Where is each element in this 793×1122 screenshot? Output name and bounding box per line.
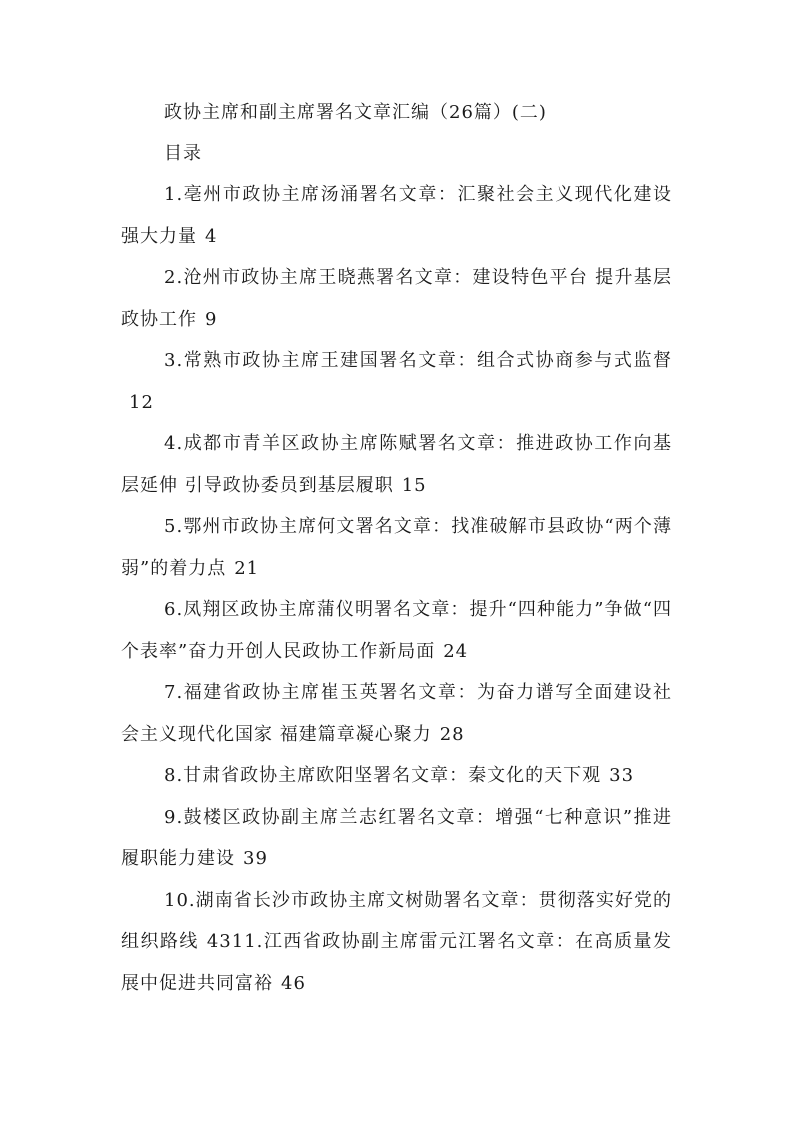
toc-entry-page: 39 xyxy=(243,848,268,869)
toc-entry-page: 9 xyxy=(205,308,218,330)
toc-entry-text: 1.亳州市政协主席汤涌署名文章：汇聚社会主义现代化建设强大力量 xyxy=(121,184,672,247)
toc-entry-10-11[interactable] xyxy=(121,880,672,1005)
toc-entry-2[interactable] xyxy=(121,257,672,340)
toc-entry-text: 2.沧州市政协主席王晓燕署名文章：建设特色平台 提升基层政协工作 xyxy=(121,267,672,330)
toc-entry-1[interactable] xyxy=(121,174,672,257)
toc-entry-9[interactable] xyxy=(121,797,672,880)
toc-entry-text: 8.甘肃省政协主席欧阳坚署名文章：秦文化的天下观 xyxy=(164,765,602,786)
toc-entry-8[interactable] xyxy=(121,755,672,797)
toc-entry-page: 24 xyxy=(443,640,469,662)
toc-entry-text: 10.湖南省长沙市政协主席文树勋署名文章：贯彻落实好党的组织路线 xyxy=(121,889,672,952)
toc-heading: 目录 xyxy=(164,143,202,164)
toc-entry-page: 28 xyxy=(439,723,465,745)
toc-entry-text: 11.江西省政协副主席雷元江署名文章：在高质量发展中促进共同富裕 xyxy=(121,931,673,994)
toc-entry-text: 3.常熟市政协主席王建国署名文章：组合式协商参与式监督 xyxy=(164,350,672,371)
toc-entry-6[interactable] xyxy=(121,589,672,672)
toc-entry-page: 43 xyxy=(206,931,232,952)
toc-entry-text: 5.鄂州市政协主席何文署名文章：找准破解市县政协“两个薄弱”的着力点 xyxy=(121,516,672,579)
toc-entry-7[interactable] xyxy=(121,672,672,755)
toc-entry-page: 4 xyxy=(205,225,218,247)
toc-entry-text: 9.鼓楼区政协副主席兰志红署名文章：增强“七种意识”推进履职能力建设 xyxy=(121,806,672,869)
document-title: 政协主席和副主席署名文章汇编（26篇）(二) xyxy=(164,102,547,123)
toc-entry-3[interactable] xyxy=(121,340,672,423)
toc-entry-text: 4.成都市青羊区政协主席陈赋署名文章：推进政协工作向基层延伸 引导政协委员到基层履职 xyxy=(121,433,672,496)
toc-entry-text: 6.凤翔区政协主席蒲仪明署名文章：提升“四种能力”争做“四个表率”奋力开创人民政协工作新局面 xyxy=(121,599,672,662)
toc-entry-page: 46 xyxy=(281,972,306,994)
toc-entry-4[interactable] xyxy=(121,423,672,506)
toc-entry-page: 12 xyxy=(129,391,154,413)
toc-entry-5[interactable] xyxy=(121,506,672,589)
toc-list xyxy=(121,174,672,1004)
toc-entry-page: 15 xyxy=(401,474,427,496)
toc-entry-text: 7.福建省政协主席崔玉英署名文章：为奋力谱写全面建设社会主义现代化国家 福建篇章凝心聚力 xyxy=(121,682,672,745)
toc-entry-page: 21 xyxy=(234,557,260,579)
toc-entry-page: 33 xyxy=(609,765,635,786)
